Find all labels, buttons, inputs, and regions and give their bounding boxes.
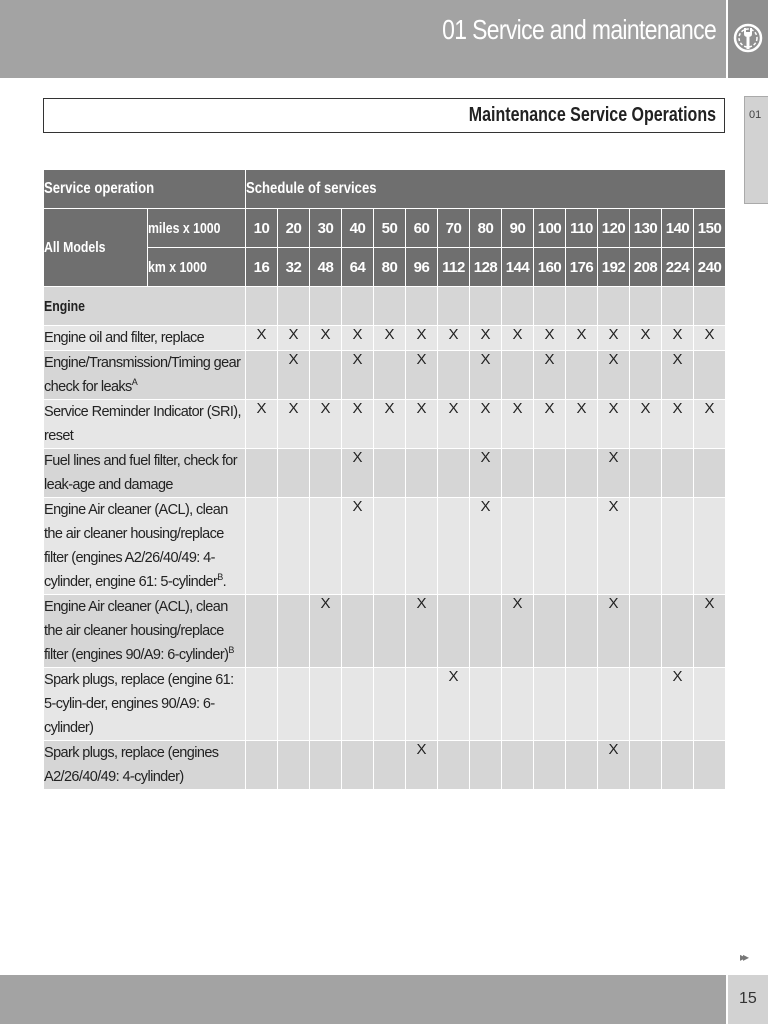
km-interval: 208 bbox=[630, 248, 662, 287]
schedule-mark bbox=[662, 449, 694, 498]
schedule-mark bbox=[246, 595, 278, 668]
schedule-mark: X bbox=[470, 326, 502, 351]
miles-interval: 110 bbox=[566, 209, 598, 248]
schedule-mark: X bbox=[662, 400, 694, 449]
schedule-mark bbox=[630, 668, 662, 741]
schedule-mark bbox=[694, 351, 726, 400]
schedule-mark: X bbox=[342, 351, 374, 400]
schedule-mark bbox=[310, 498, 342, 595]
schedule-mark: X bbox=[502, 595, 534, 668]
miles-interval: 30 bbox=[310, 209, 342, 248]
section-title-box bbox=[43, 98, 725, 133]
schedule-mark bbox=[566, 498, 598, 595]
category-cell bbox=[438, 287, 470, 326]
schedule-mark: X bbox=[278, 400, 310, 449]
schedule-mark bbox=[342, 668, 374, 741]
km-interval: 128 bbox=[470, 248, 502, 287]
schedule-mark: X bbox=[310, 595, 342, 668]
schedule-mark bbox=[438, 449, 470, 498]
category-cell bbox=[566, 287, 598, 326]
schedule-mark: X bbox=[342, 326, 374, 351]
schedule-mark bbox=[502, 668, 534, 741]
schedule-mark bbox=[406, 498, 438, 595]
km-label: km x 1000 bbox=[148, 248, 246, 287]
schedule-mark bbox=[406, 668, 438, 741]
miles-interval: 150 bbox=[694, 209, 726, 248]
schedule-mark bbox=[566, 668, 598, 741]
schedule-mark bbox=[246, 351, 278, 400]
km-interval: 224 bbox=[662, 248, 694, 287]
section-title: Maintenance Service Operations bbox=[468, 104, 716, 126]
schedule-mark: X bbox=[694, 595, 726, 668]
category-cell bbox=[598, 287, 630, 326]
schedule-mark bbox=[470, 595, 502, 668]
service-operation-text: Service Reminder Indicator (SRI), reset bbox=[44, 400, 246, 449]
schedule-mark: X bbox=[246, 326, 278, 351]
schedule-mark: X bbox=[598, 351, 630, 400]
schedule-mark bbox=[662, 741, 694, 790]
miles-interval: 50 bbox=[374, 209, 406, 248]
schedule-mark bbox=[598, 668, 630, 741]
schedule-mark: X bbox=[662, 326, 694, 351]
category-cell bbox=[310, 287, 342, 326]
category-cell bbox=[630, 287, 662, 326]
miles-label: miles x 1000 bbox=[148, 209, 246, 248]
schedule-mark: X bbox=[470, 400, 502, 449]
miles-interval: 90 bbox=[502, 209, 534, 248]
schedule-mark bbox=[502, 449, 534, 498]
category-cell bbox=[662, 287, 694, 326]
schedule-mark bbox=[630, 498, 662, 595]
km-interval: 176 bbox=[566, 248, 598, 287]
page-number: 15 bbox=[739, 990, 757, 1007]
table-row bbox=[44, 400, 726, 449]
miles-interval: 10 bbox=[246, 209, 278, 248]
schedule-mark: X bbox=[438, 400, 470, 449]
schedule-mark bbox=[694, 668, 726, 741]
miles-interval: 70 bbox=[438, 209, 470, 248]
schedule-mark bbox=[694, 741, 726, 790]
schedule-mark: X bbox=[534, 326, 566, 351]
footnote-marker: A bbox=[131, 377, 138, 388]
schedule-mark: X bbox=[342, 449, 374, 498]
schedule-mark bbox=[534, 668, 566, 741]
schedule-mark bbox=[374, 595, 406, 668]
schedule-mark bbox=[342, 595, 374, 668]
schedule-mark: X bbox=[470, 351, 502, 400]
schedule-mark bbox=[694, 449, 726, 498]
table-row bbox=[44, 498, 726, 595]
schedule-mark: X bbox=[438, 668, 470, 741]
km-interval: 192 bbox=[598, 248, 630, 287]
next-page-arrow-icon[interactable]: ▸▸ bbox=[740, 950, 747, 964]
schedule-mark bbox=[502, 498, 534, 595]
category-cell bbox=[534, 287, 566, 326]
schedule-mark: X bbox=[566, 326, 598, 351]
schedule-mark bbox=[374, 498, 406, 595]
schedule-mark bbox=[566, 595, 598, 668]
km-interval: 48 bbox=[310, 248, 342, 287]
service-operation-text: Engine oil and filter, replace bbox=[44, 326, 246, 351]
miles-interval: 130 bbox=[630, 209, 662, 248]
schedule-mark: X bbox=[406, 400, 438, 449]
schedule-mark: X bbox=[406, 326, 438, 351]
schedule-mark bbox=[662, 498, 694, 595]
table-row bbox=[44, 351, 726, 400]
wrench-gear-icon bbox=[733, 14, 763, 62]
miles-interval: 100 bbox=[534, 209, 566, 248]
miles-interval: 20 bbox=[278, 209, 310, 248]
schedule-mark bbox=[374, 351, 406, 400]
category-cell bbox=[374, 287, 406, 326]
schedule-mark: X bbox=[342, 498, 374, 595]
schedule-mark: X bbox=[598, 400, 630, 449]
service-operation-text: Engine Air cleaner (ACL), clean the air cleaner housing/replace filter (engines 90/A9: 6-cylinder)$^B$ bbox=[44, 595, 246, 668]
miles-interval: 120 bbox=[598, 209, 630, 248]
schedule-mark bbox=[278, 741, 310, 790]
schedule-mark bbox=[374, 449, 406, 498]
schedule-mark: X bbox=[694, 400, 726, 449]
schedule-mark: X bbox=[406, 595, 438, 668]
schedule-mark: X bbox=[598, 498, 630, 595]
chapter-title: 01 Service and maintenance bbox=[442, 14, 716, 45]
schedule-mark bbox=[278, 595, 310, 668]
schedule-mark bbox=[470, 668, 502, 741]
category-cell bbox=[246, 287, 278, 326]
miles-interval: 140 bbox=[662, 209, 694, 248]
category-engine: Engine bbox=[44, 287, 246, 326]
km-interval: 144 bbox=[502, 248, 534, 287]
schedule-mark bbox=[566, 351, 598, 400]
schedule-mark: X bbox=[534, 351, 566, 400]
schedule-mark bbox=[502, 741, 534, 790]
service-operation-header: Service operation bbox=[44, 170, 246, 209]
schedule-mark bbox=[310, 449, 342, 498]
km-interval: 32 bbox=[278, 248, 310, 287]
schedule-mark: X bbox=[406, 351, 438, 400]
schedule-mark: X bbox=[470, 449, 502, 498]
service-operation-text: Engine/Transmission/Timing gear check for leaks$^A$ bbox=[44, 351, 246, 400]
schedule-mark: X bbox=[502, 400, 534, 449]
schedule-mark: X bbox=[662, 351, 694, 400]
schedule-mark: X bbox=[566, 400, 598, 449]
schedule-mark bbox=[374, 668, 406, 741]
schedule-mark bbox=[310, 668, 342, 741]
chapter-icon-box bbox=[728, 0, 768, 78]
schedule-mark bbox=[662, 595, 694, 668]
service-operation-text: Engine Air cleaner (ACL), clean the air cleaner housing/replace filter (engines A2/26/40/49: 4-cylinder, engine 61: 5-cylinder$^B$. bbox=[44, 498, 246, 595]
table-row bbox=[44, 595, 726, 668]
schedule-mark bbox=[470, 741, 502, 790]
category-cell bbox=[502, 287, 534, 326]
schedule-mark bbox=[246, 668, 278, 741]
all-models-label: All Models bbox=[44, 209, 148, 287]
km-interval: 16 bbox=[246, 248, 278, 287]
category-cell bbox=[406, 287, 438, 326]
service-operation-text: Fuel lines and fuel filter, check for leak-age and damage bbox=[44, 449, 246, 498]
table-row bbox=[44, 326, 726, 351]
schedule-mark bbox=[566, 741, 598, 790]
km-interval: 240 bbox=[694, 248, 726, 287]
category-cell bbox=[470, 287, 502, 326]
schedule-mark bbox=[630, 449, 662, 498]
miles-interval: 60 bbox=[406, 209, 438, 248]
header-bar bbox=[0, 0, 726, 78]
schedule-mark bbox=[694, 498, 726, 595]
schedule-mark bbox=[534, 498, 566, 595]
schedule-mark bbox=[630, 595, 662, 668]
schedule-mark bbox=[278, 449, 310, 498]
schedule-mark bbox=[246, 741, 278, 790]
category-cell bbox=[342, 287, 374, 326]
schedule-mark bbox=[630, 741, 662, 790]
schedule-mark: X bbox=[694, 326, 726, 351]
schedule-mark: X bbox=[502, 326, 534, 351]
category-cell bbox=[278, 287, 310, 326]
km-interval: 96 bbox=[406, 248, 438, 287]
schedule-mark bbox=[502, 351, 534, 400]
footnote-marker: B bbox=[228, 645, 234, 656]
schedule-mark: X bbox=[598, 741, 630, 790]
miles-interval: 80 bbox=[470, 209, 502, 248]
miles-interval: 40 bbox=[342, 209, 374, 248]
schedule-mark bbox=[438, 498, 470, 595]
schedule-mark: X bbox=[278, 351, 310, 400]
schedule-mark bbox=[246, 449, 278, 498]
schedule-mark: X bbox=[374, 326, 406, 351]
schedule-mark bbox=[534, 449, 566, 498]
schedule-mark: X bbox=[310, 326, 342, 351]
service-operation-text: Spark plugs, replace (engine 61: 5-cylin-der, engines 90/A9: 6-cylinder) bbox=[44, 668, 246, 741]
schedule-mark bbox=[438, 595, 470, 668]
schedule-mark bbox=[534, 595, 566, 668]
schedule-mark bbox=[630, 351, 662, 400]
schedule-mark: X bbox=[278, 326, 310, 351]
category-cell bbox=[694, 287, 726, 326]
schedule-mark bbox=[278, 668, 310, 741]
schedule-mark: X bbox=[630, 326, 662, 351]
table-row bbox=[44, 741, 726, 790]
km-interval: 112 bbox=[438, 248, 470, 287]
km-interval: 160 bbox=[534, 248, 566, 287]
schedule-mark: X bbox=[406, 741, 438, 790]
schedule-mark: X bbox=[470, 498, 502, 595]
schedule-mark bbox=[310, 351, 342, 400]
footnote-marker: B bbox=[217, 572, 223, 583]
schedule-mark bbox=[278, 498, 310, 595]
schedule-mark: X bbox=[662, 668, 694, 741]
km-interval: 80 bbox=[374, 248, 406, 287]
schedule-mark: X bbox=[374, 400, 406, 449]
schedule-mark: X bbox=[598, 326, 630, 351]
side-tab-label: 01 bbox=[749, 109, 762, 121]
schedule-mark: X bbox=[310, 400, 342, 449]
service-schedule-table bbox=[43, 169, 726, 790]
schedule-mark: X bbox=[438, 326, 470, 351]
schedule-mark: X bbox=[342, 400, 374, 449]
km-interval: 64 bbox=[342, 248, 374, 287]
schedule-mark bbox=[310, 741, 342, 790]
schedule-mark: X bbox=[598, 449, 630, 498]
table-row bbox=[44, 449, 726, 498]
schedule-header: Schedule of services bbox=[246, 170, 726, 209]
schedule-mark: X bbox=[598, 595, 630, 668]
schedule-mark bbox=[566, 449, 598, 498]
service-operation-text: Spark plugs, replace (engines A2/26/40/49: 4-cylinder) bbox=[44, 741, 246, 790]
footer-bar bbox=[0, 975, 726, 1024]
schedule-mark bbox=[438, 351, 470, 400]
schedule-mark: X bbox=[534, 400, 566, 449]
schedule-mark bbox=[342, 741, 374, 790]
chapter-side-tab[interactable] bbox=[744, 96, 768, 204]
schedule-mark bbox=[534, 741, 566, 790]
schedule-mark bbox=[406, 449, 438, 498]
schedule-mark bbox=[374, 741, 406, 790]
schedule-mark: X bbox=[630, 400, 662, 449]
table-row bbox=[44, 668, 726, 741]
schedule-mark: X bbox=[246, 400, 278, 449]
schedule-mark bbox=[438, 741, 470, 790]
schedule-mark bbox=[246, 498, 278, 595]
